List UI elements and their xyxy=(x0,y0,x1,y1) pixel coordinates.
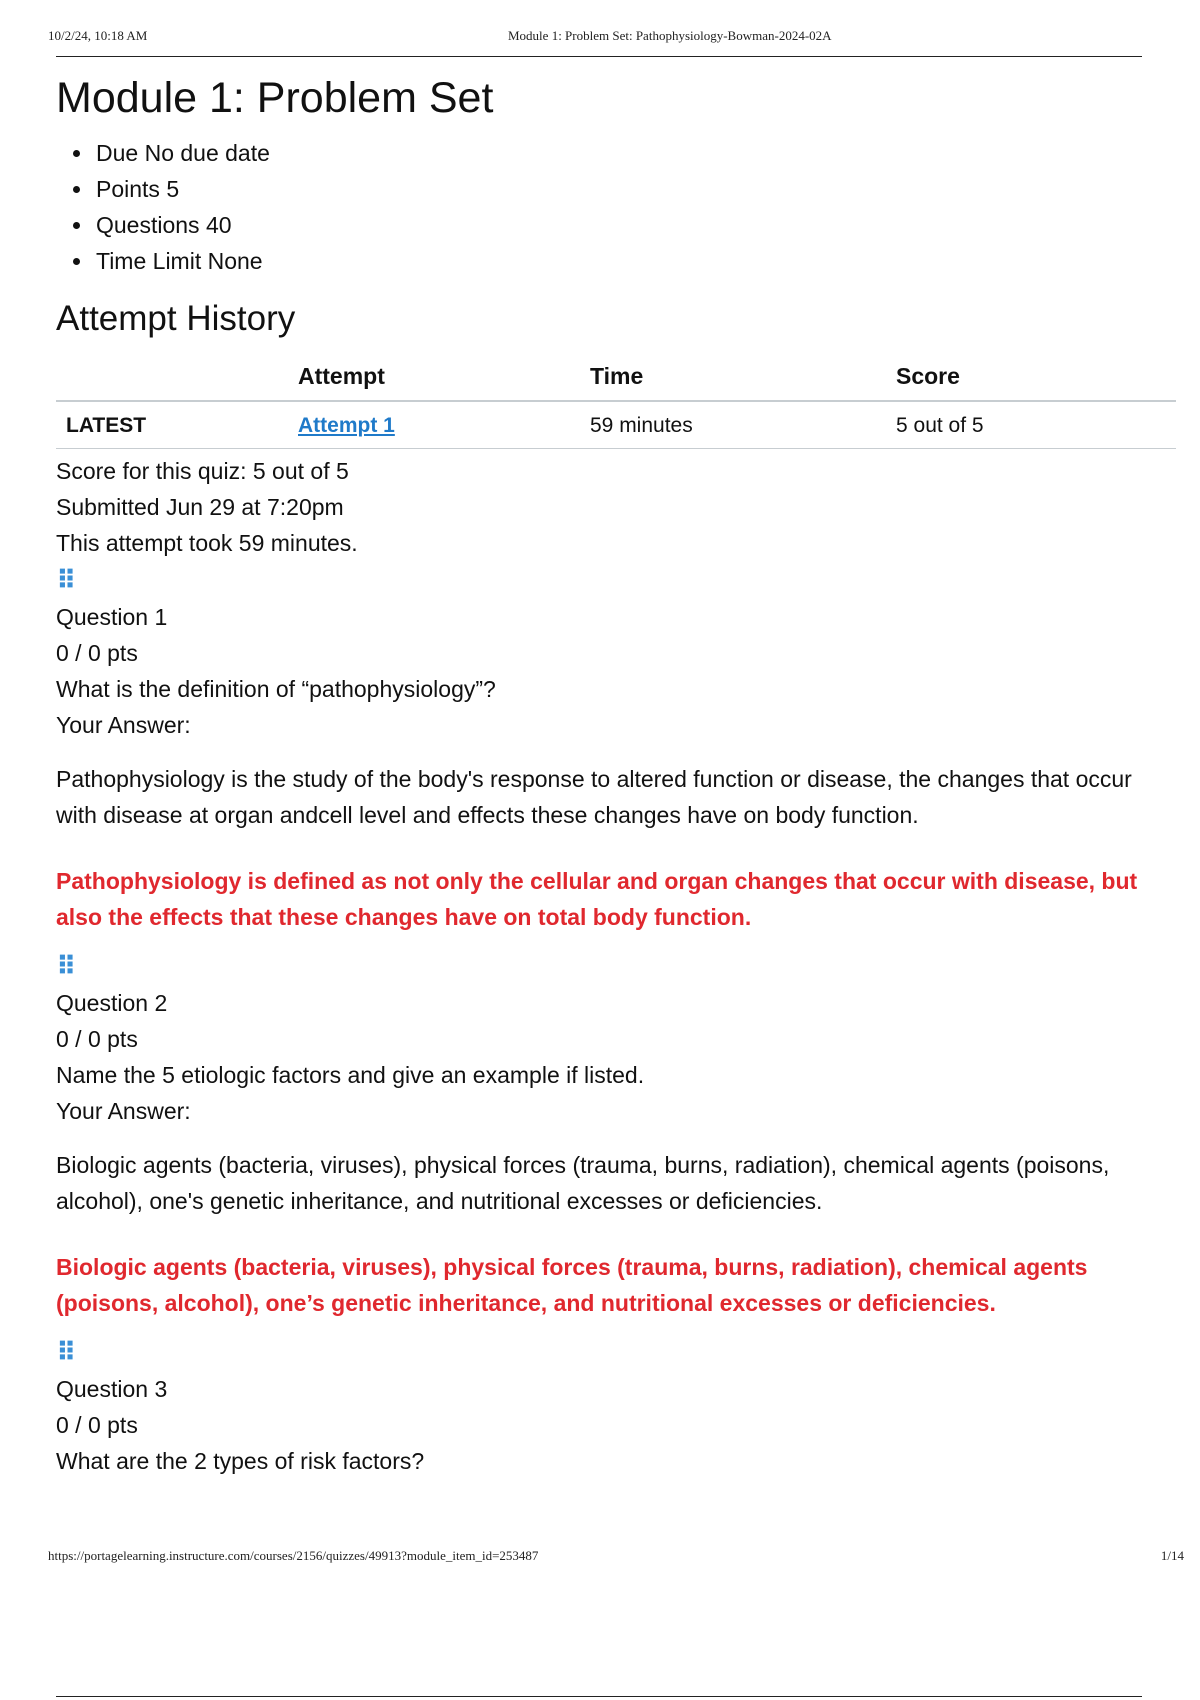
your-answer-label: Your Answer: xyxy=(56,712,191,738)
latest-label: LATEST xyxy=(56,401,288,449)
meta-questions: • Questions 40 xyxy=(94,207,1176,243)
attempt-1-link[interactable]: Attempt 1 xyxy=(298,414,395,437)
quiz-score: Score for this quiz: 5 out of 5 xyxy=(56,458,349,484)
drag-handle-icon[interactable]: ⠿ xyxy=(56,1337,77,1367)
header-score: Score xyxy=(886,355,1176,401)
attempt-duration: This attempt took 59 minutes. xyxy=(56,530,358,556)
header-attempt: Attempt xyxy=(288,355,580,401)
print-url: https://portagelearning.instructure.com/courses/2156/quizzes/49913?module_item_id=253487 xyxy=(48,1548,539,1563)
your-answer-label: Your Answer: xyxy=(56,1098,191,1124)
question-points: 0 / 0 pts xyxy=(56,1026,138,1052)
correct-answer: Biologic agents (bacteria, viruses), physical forces (trauma, burns, radiation), chemical agents (poisons, alcohol), one’s genetic inheritance, and nutritional excesses or deficiencies. xyxy=(56,1254,1088,1316)
question-prompt: Name the 5 etiologic factors and give an example if listed. xyxy=(56,1062,645,1088)
user-answer: Biologic agents (bacteria, viruses), physical forces (trauma, burns, radiation), chemical agents (poisons, alcohol), one's genetic inheritance, and nutritional excesses or deficiencies. xyxy=(56,1152,1110,1214)
header-blank xyxy=(56,355,288,401)
question-3 xyxy=(56,1333,1176,1479)
question-prompt: What is the definition of “pathophysiology”? xyxy=(56,676,496,702)
user-answer: Pathophysiology is the study of the body's response to altered function or disease, the changes that occur with disease at organ andcell level and effects these changes have on body function. xyxy=(56,766,1132,828)
question-title: Question 1 xyxy=(56,604,168,630)
quiz-meta-list xyxy=(56,135,1176,279)
attempt-history-table xyxy=(56,355,1176,449)
bottom-divider xyxy=(56,1696,1142,1697)
page-title: Module 1: Problem Set xyxy=(56,74,494,122)
meta-points: • Points 5 xyxy=(94,171,1176,207)
attempt-history-heading: Attempt History xyxy=(56,299,296,338)
submitted-date: Submitted Jun 29 at 7:20pm xyxy=(56,494,344,520)
question-title: Question 3 xyxy=(56,1376,168,1402)
meta-due: • Due No due date xyxy=(94,135,1176,171)
question-title: Question 2 xyxy=(56,990,168,1016)
question-points: 0 / 0 pts xyxy=(56,1412,138,1438)
print-page-title: Module 1: Problem Set: Pathophysiology-Bowman-2024-02A xyxy=(508,28,832,43)
header-time: Time xyxy=(580,355,886,401)
print-footer xyxy=(48,1548,1184,1564)
header-divider xyxy=(56,56,1142,57)
attempt-cell xyxy=(288,401,580,449)
correct-answer: Pathophysiology is defined as not only the cellular and organ changes that occur with disease, but also the effects that these changes have on total body function. xyxy=(56,868,1138,930)
question-points: 0 / 0 pts xyxy=(56,640,138,666)
quiz-content xyxy=(56,66,1176,1479)
print-datetime: 10/2/24, 10:18 AM xyxy=(48,28,148,43)
question-1 xyxy=(56,561,1176,935)
page-number: 1/14 xyxy=(1160,1548,1184,1563)
score-cell: 5 out of 5 xyxy=(886,401,1176,449)
question-2 xyxy=(56,947,1176,1321)
print-header xyxy=(48,28,1142,44)
table-header-row xyxy=(56,355,1176,401)
table-row xyxy=(56,401,1176,449)
meta-time-limit: • Time Limit None xyxy=(94,243,1176,279)
time-cell: 59 minutes xyxy=(580,401,886,449)
drag-handle-icon[interactable]: ⠿ xyxy=(56,565,77,595)
drag-handle-icon[interactable]: ⠿ xyxy=(56,951,77,981)
question-prompt: What are the 2 types of risk factors? xyxy=(56,1448,425,1474)
